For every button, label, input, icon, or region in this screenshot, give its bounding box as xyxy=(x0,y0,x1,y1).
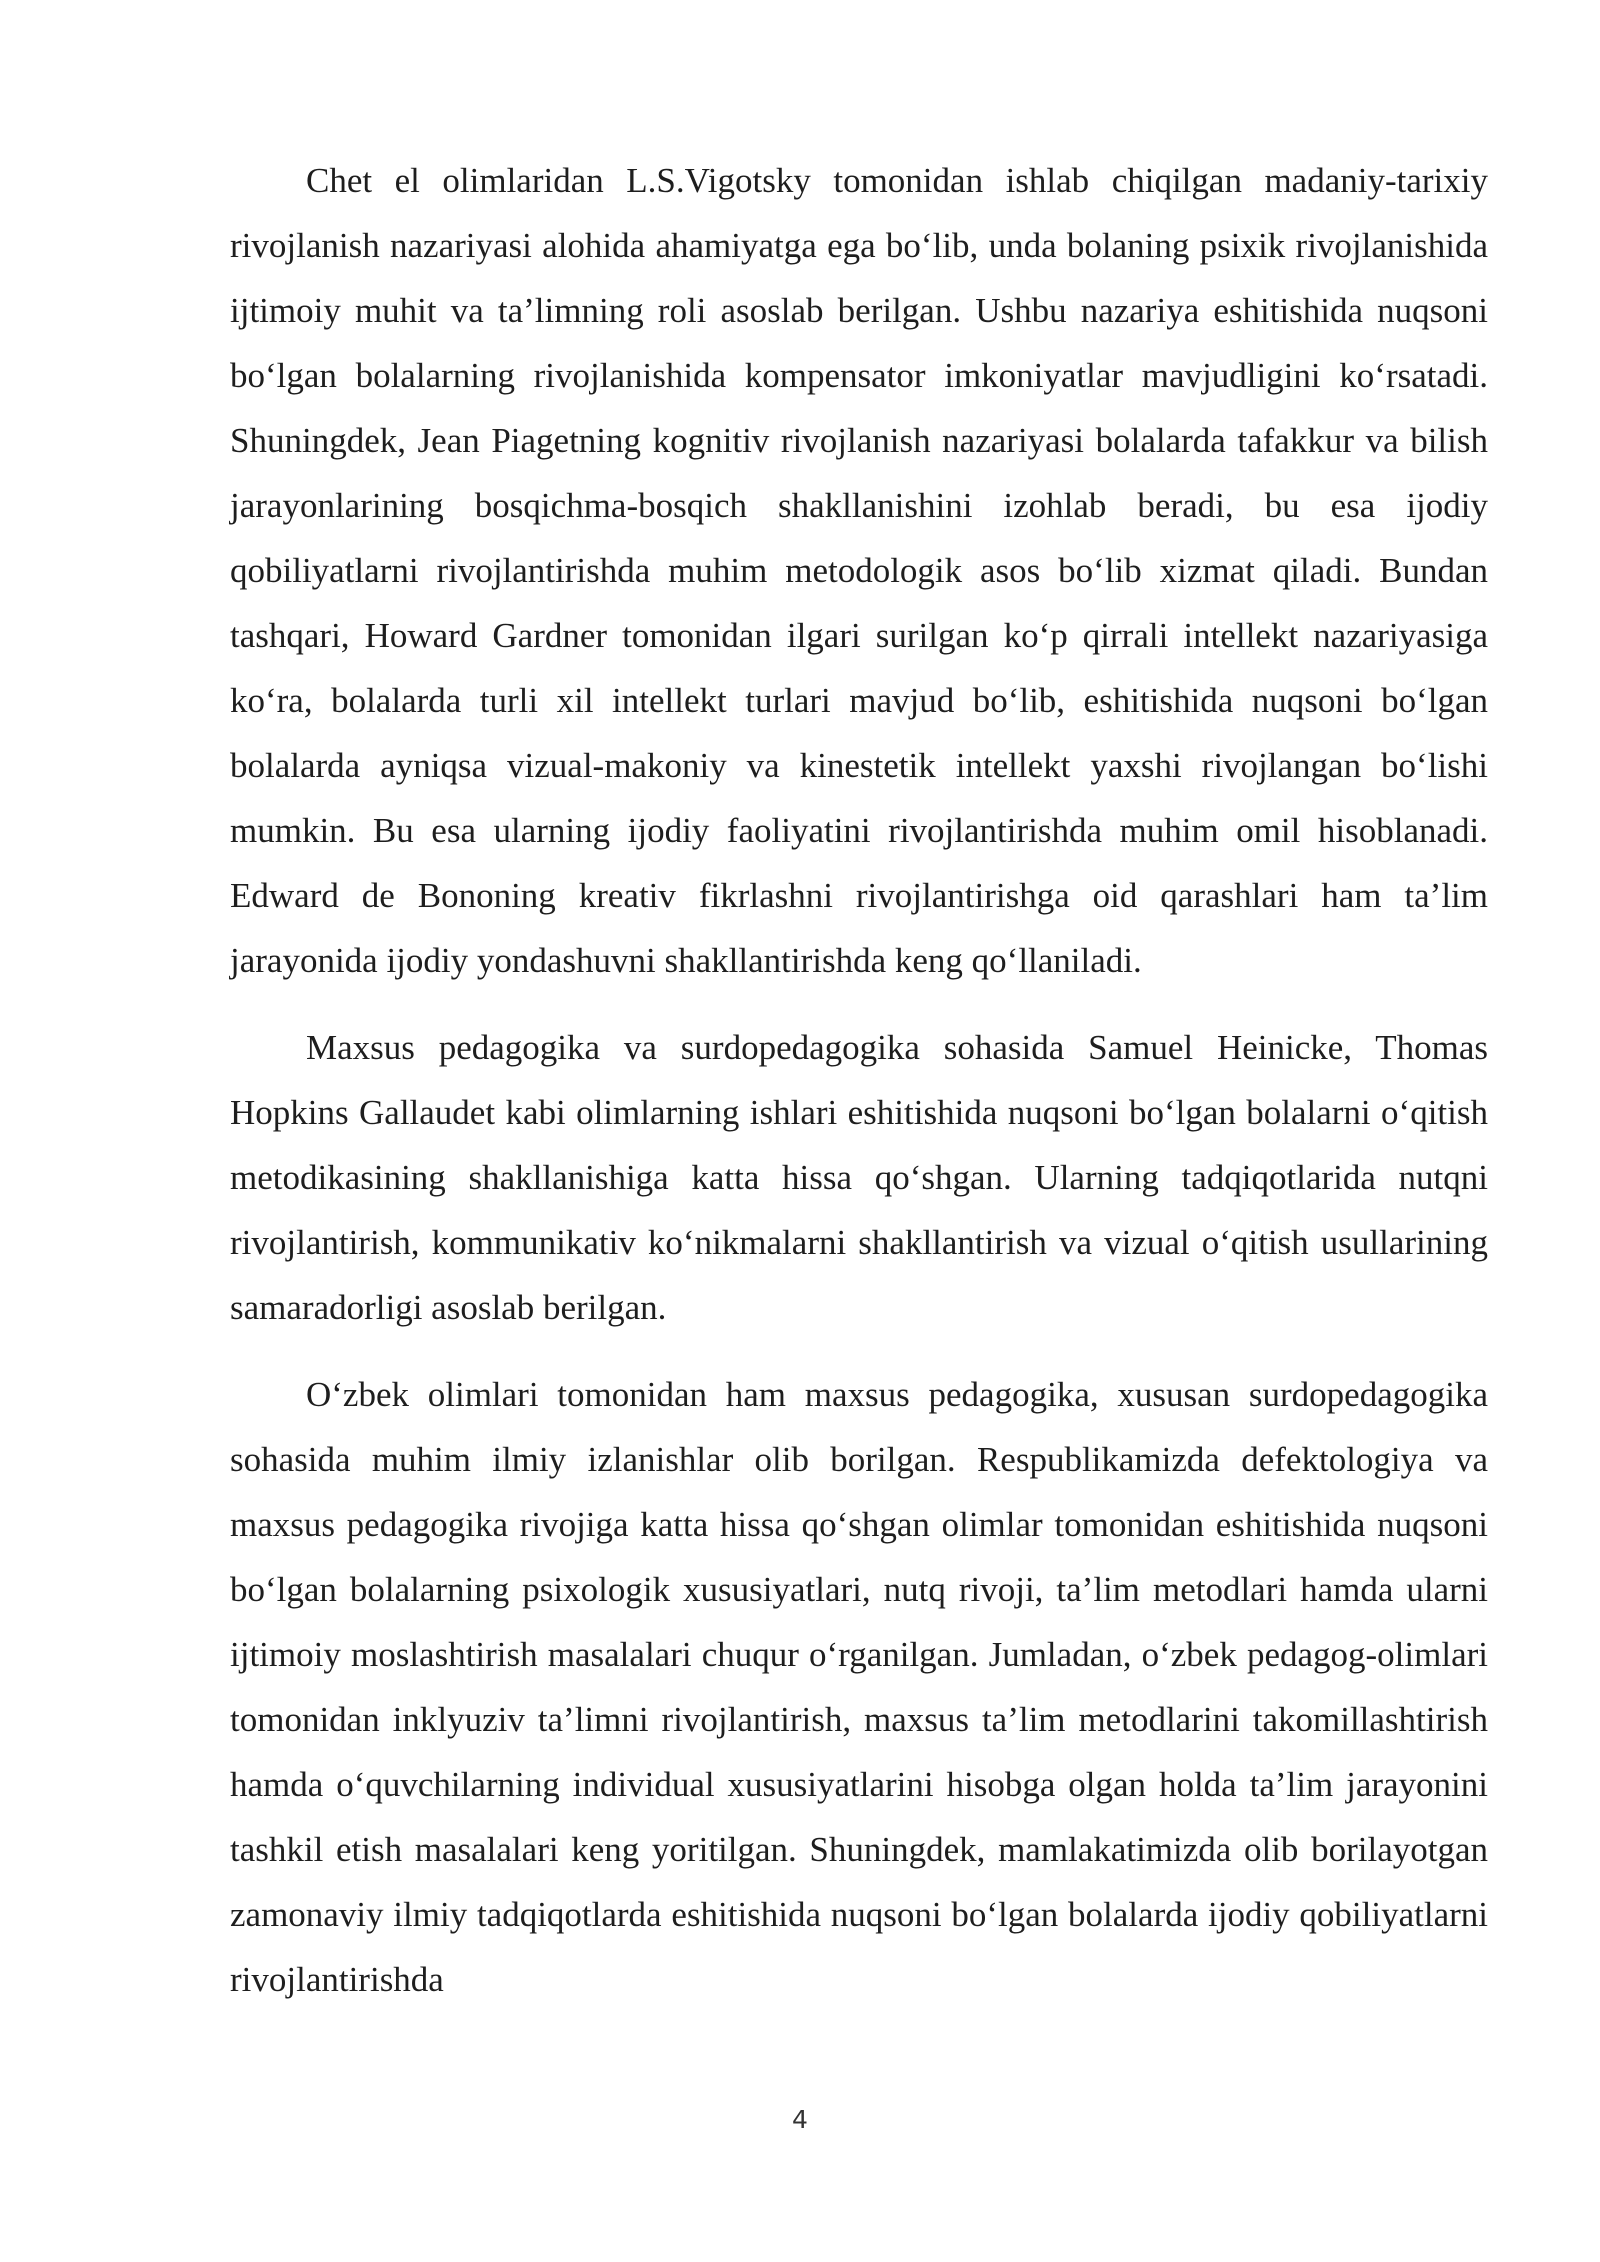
page-number: 4 xyxy=(792,2105,808,2134)
body-text xyxy=(230,148,1488,2034)
paragraph: Maxsus pedagogika va surdopedagogika sohasida Samuel Heinicke, Thomas Hopkins Gallaudet kabi olimlarning ishlari eshitishida nuqsoni bo‘lgan bolalarni o‘qitish metodikasining shakllanishiga katta hissa qo‘shgan. Ularning tadqiqotlarida nutqni rivojlantirish, kommunikativ ko‘nikmalarni shakllantirish va vizual o‘qitish usullarining samaradorligi asoslab berilgan. xyxy=(230,1028,1488,1327)
paragraph: O‘zbek olimlari tomonidan ham maxsus pedagogika, xususan surdopedagogika sohasida muhim ilmiy izlanishlar olib borilgan. Respublikamizda defektologiya va maxsus pedagogika rivojiga katta hissa qo‘shgan olimlar tomonidan eshitishida nuqsoni bo‘lgan bolalarning psixologik xususiyatlari, nutq rivoji, ta’lim metodlari hamda ularni ijtimoiy moslashtirish masalalari chuqur o‘rganilgan. Jumladan, o‘zbek pedagog-olimlari tomonidan inklyuziv ta’limni rivojlantirish, maxsus ta’lim metodlarini takomillashtirish hamda o‘quvchilarning individual xususiyatlarini hisobga olgan holda ta’lim jarayonini tashkil etish masalalari keng yoritilgan. Shuningdek, mamlakatimizda olib borilayotgan zamonaviy ilmiy tadqiqotlarda eshitishida nuqsoni bo‘lgan bolalarda ijodiy qobiliyatlarni rivojlantirishda xyxy=(230,1375,1488,1999)
paragraph: Chet el olimlaridan L.S.Vigotsky tomonidan ishlab chiqilgan madaniy-tarixiy rivojlanish nazariyasi alohida ahamiyatga ega bo‘lib, unda bolaning psixik rivojlanishida ijtimoiy muhit va ta’limning roli asoslab berilgan. Ushbu nazariya eshitishida nuqsoni bo‘lgan bolalarning rivojlanishida kompensator imkoniyatlar mavjudligini ko‘rsatadi. Shuningdek, Jean Piagetning kognitiv rivojlanish nazariyasi bolalarda tafakkur va bilish jarayonlarining bosqichma-bosqich shakllanishini izohlab beradi, bu esa ijodiy qobiliyatlarni rivojlantirishda muhim metodologik asos bo‘lib xizmat qiladi. Bundan tashqari, Howard Gardner tomonidan ilgari surilgan ko‘p qirrali intellekt nazariyasiga ko‘ra, bolalarda turli xil intellekt turlari mavjud bo‘lib, eshitishida nuqsoni bo‘lgan bolalarda ayniqsa vizual-makoniy va kinestetik intellekt yaxshi rivojlangan bo‘lishi mumkin. Bu esa ularning ijodiy faoliyatini rivojlantirishda muhim omil hisoblanadi. Edward de Bononing kreativ fikrlashni rivojlantirishga oid qarashlari ham ta’lim jarayonida ijodiy yondashuvni shakllantirishda keng qo‘llaniladi. xyxy=(230,161,1488,980)
